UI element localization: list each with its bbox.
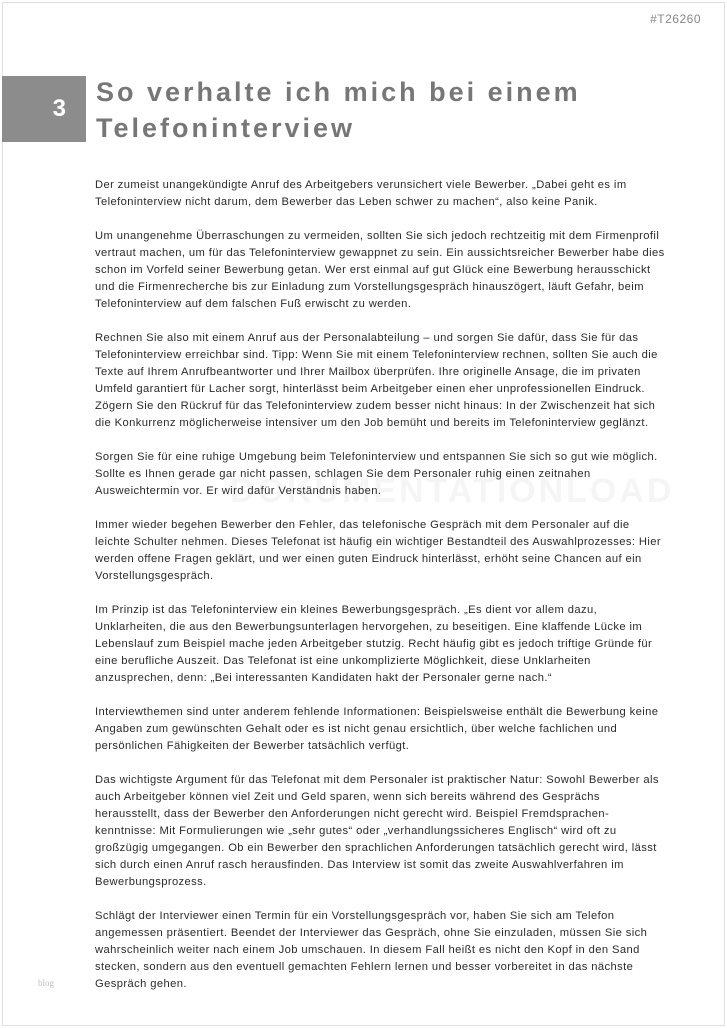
paragraph: Sorgen Sie für eine ruhige Umgebung beim Telefoninterview und entspannen Sie sich so gut wie möglich. Sollte es Ihnen gerade gar nicht passen, schlagen Sie dem Personaler ruhig einen zeitnahen Ausweichtermin vor. Er wird dafür Verständnis haben. (95, 451, 658, 497)
paragraph: Rechnen Sie also mit einem Anruf aus der Personalabteilung – und sorgen Sie dafür, dass Sie für das Telefoninterview erreichbar sind. Tipp: Wenn Sie mit einem Telefoninterview rechnen, sollten Sie auch die Texte auf Ihrem Anrufbeantworter und Ihrer Mailbox überprüfen. Ihre originelle Ansage, die im privaten Umfeld garantiert für Lacher sorgt, hinterlässt beim Arbeitgeber einen eher unprofessionellen Eindruck. Zögern Sie den Rückruf für das Telefoninterview zudem besser nicht hinaus: In der Zwischenzeit hat sich die Konkurrenz möglicherweise intensiver um den Job bemüht und bereits im Telefoninterview geglänzt. (95, 332, 658, 429)
paragraph: Der zumeist unangekündigte Anruf des Arbeitgebers verunsichert viele Bewerber. „Dabei geht es im Telefoninterview nicht darum, dem Bewerber das Leben schwer zu machen“, also keine Panik. (95, 179, 627, 208)
page-title: So verhalte ich mich bei einem Telefoninterview (96, 77, 581, 143)
paragraph: Immer wieder begehen Bewerber den Fehler, das telefonische Gespräch mit dem Personaler auf die leichte Schulter nehmen. Dieses Telefonat ist häufig ein wichtiger Bestandteil des Auswahlprozesses: Hier werden offene Fragen geklärt, und wer einen guten Eindruck hinterlässt, erhöht seine Chancen auf ein Vorstellungsgespräch. (95, 519, 662, 582)
footer-logo: blog (38, 978, 55, 988)
paragraph: Im Prinzip ist das Telefoninterview ein kleines Bewerbungsgespräch. „Es dient vor allem dazu, Unklarheiten, die aus den Bewerbungsunterlagen hervorgehen, zu beseitigen. Eine klaffende Lücke im Lebenslauf zum Beispiel mache jeden Arbeitgeber stutzig. Recht häufig gibt es jedoch triftige Gründe für eine berufliche Auszeit. Das Telefonat ist eine unkomplizierte Möglichkeit, diese Unklarheiten anzusprechen, denn: „Bei interessanten Kandidaten hakt der Personaler gerne nach.“ (95, 604, 653, 684)
chapter-badge (2, 76, 86, 142)
body-text (95, 177, 665, 1010)
document-id: #T26260 (650, 12, 701, 26)
paragraph: Das wichtigste Argument für das Telefonat mit dem Personaler ist praktischer Natur: Sowohl Bewerber als auch Arbeitgeber können viel Zeit und Geld sparen, wenn sich bereits während des Gesprächs herausstellt, dass der Bewerber den Anforderungen nicht gerecht wird. Beispiel Fremdsprachen-kenntnisse: Mit Formulierungen wie „sehr gutes“ oder „verhandlungssicheres Englisch“ wird oft zu großzügig umgegangen. Ob ein Bewerber den sprachlichen Anforderungen tatsächlich gerecht wird, lässt sich durch einen Anruf rasch herausfinden. Das Interview ist somit das zweite Auswahlverfahren im Bewerbungsprozess. (95, 774, 659, 888)
paragraph: Um unangenehme Überraschungen zu vermeiden, sollten Sie sich jedoch rechtzeitig mit dem Firmenprofil vertraut machen, um für das Telefoninterview gewappnet zu sein. Ein aussichtsreicher Bewerber habe dies schon im Vorfeld seiner Bewerbung getan. Wer erst einmal auf gut Glück eine Bewerbung herausschickt und die Firmenrecherche bis zur Einladung zum Vorstellungsgespräch hinauszögert, läuft Gefahr, beim Telefoninterview auf dem falschen Fuß erwischt zu werden. (95, 230, 665, 310)
paragraph: Interviewthemen sind unter anderem fehlende Informationen: Beispielsweise enthält die Bewerbung keine Angaben zum gewünschten Gehalt oder es ist nicht genau ersichtlich, über welche fachlichen und persönlichen Fähigkeiten der Bewerber tatsächlich verfügt. (95, 706, 659, 752)
chapter-number: 3 (52, 95, 66, 122)
paragraph: Schlägt der Interviewer einen Termin für ein Vorstellungsgespräch vor, haben Sie sich am Telefon angemessen präsentiert. Beendet der Interviewer das Gespräch, ohne Sie einzuladen, müssen Sie sich wahrscheinlich weiter nach einem Job umschauen. In diesem Fall heißt es nicht den Kopf in den Sand stecken, sondern aus den eventuell gemachten Fehlern lernen und besser vorbereitet in das nächste Gespräch gehen. (95, 910, 648, 990)
